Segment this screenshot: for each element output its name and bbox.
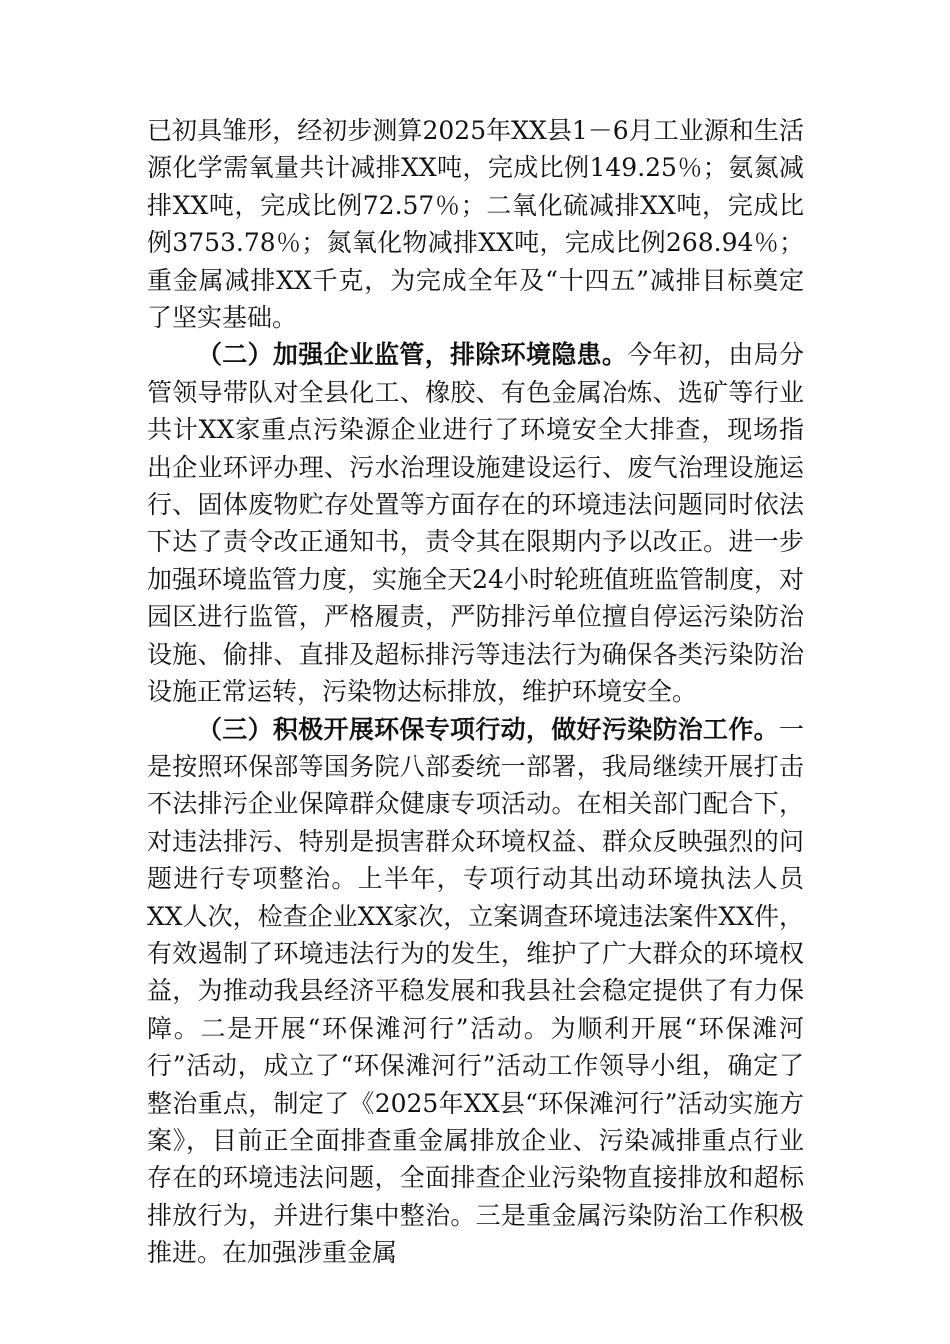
paragraph-enterprise-supervision <box>147 336 804 710</box>
section-body-2: 今年初，由局分管领导带队对全县化工、橡胶、有色金属冶炼、选矿等行业共计XX家重点污染源企业进行了环境安全大排查，现场指出企业环评办理、污水治理设施建设运行、废气治理设施运行、固体废物贮存处置等方面存在的环境违法问题同时依法下达了责令改正通知书，责令其在限期内予以改正。进一步加强环境监管力度，实施全天24小时轮班值班监管制度，对园区进行监管，严格履责，严防排污单位擅自停运污染防治设施、偷排、直排及超标排污等违法行为确保各类污染防治设施正常运转，污染物达标排放，维护环境安全。 <box>147 340 804 707</box>
paragraph-emission-results: 已初具雏形，经初步测算2025年XX县1－6月工业源和生活源化学需氧量共计减排XX吨，完成比例149.25％；氨氮减排XX吨，完成比例72.57％；二氧化硫减排XX吨，完成比例3753.78％；氮氧化物减排XX吨，完成比例268.94％；重金属减排XX千克，为完成全年及“十四五”减排目标奠定了坚实基础。 <box>147 116 804 333</box>
section-body-3: 一是按照环保部等国务院八部委统一部署，我局继续开展打击不法排污企业保障群众健康专项活动。在相关部门配合下，对违法排污、特别是损害群众环境权益、群众反映强烈的问题进行专项整治。上半年，专项行动其出动环境执法人员XX人次，检查企业XX家次，立案调查环境违法案件XX件，有效遏制了环境违法行为的发生，维护了广大群众的环境权益，为推动我县经济平稳发展和我县社会稳定提供了有力保障。二是开展“环保滩河行”活动。为顺利开展“环保滩河行”活动，成立了“环保滩河行”活动工作领导小组，确定了整治重点，制定了《2025年XX县“环保滩河行”活动实施方案》，目前正全面排查重金属排放企业、污染减排重点行业存在的环境违法问题，全面排查企业污染物直接排放和超标排放行为，并进行集中整治。三是重金属污染防治工作积极推进。在加强涉重金属 <box>147 714 804 1268</box>
paragraph-special-actions <box>147 711 804 1272</box>
document-body <box>147 112 804 1272</box>
section-heading-3: （三）积极开展环保专项行动，做好污染防治工作。 <box>197 714 779 744</box>
section-heading-2: （二）加强企业监管，排除环境隐患。 <box>197 340 628 370</box>
